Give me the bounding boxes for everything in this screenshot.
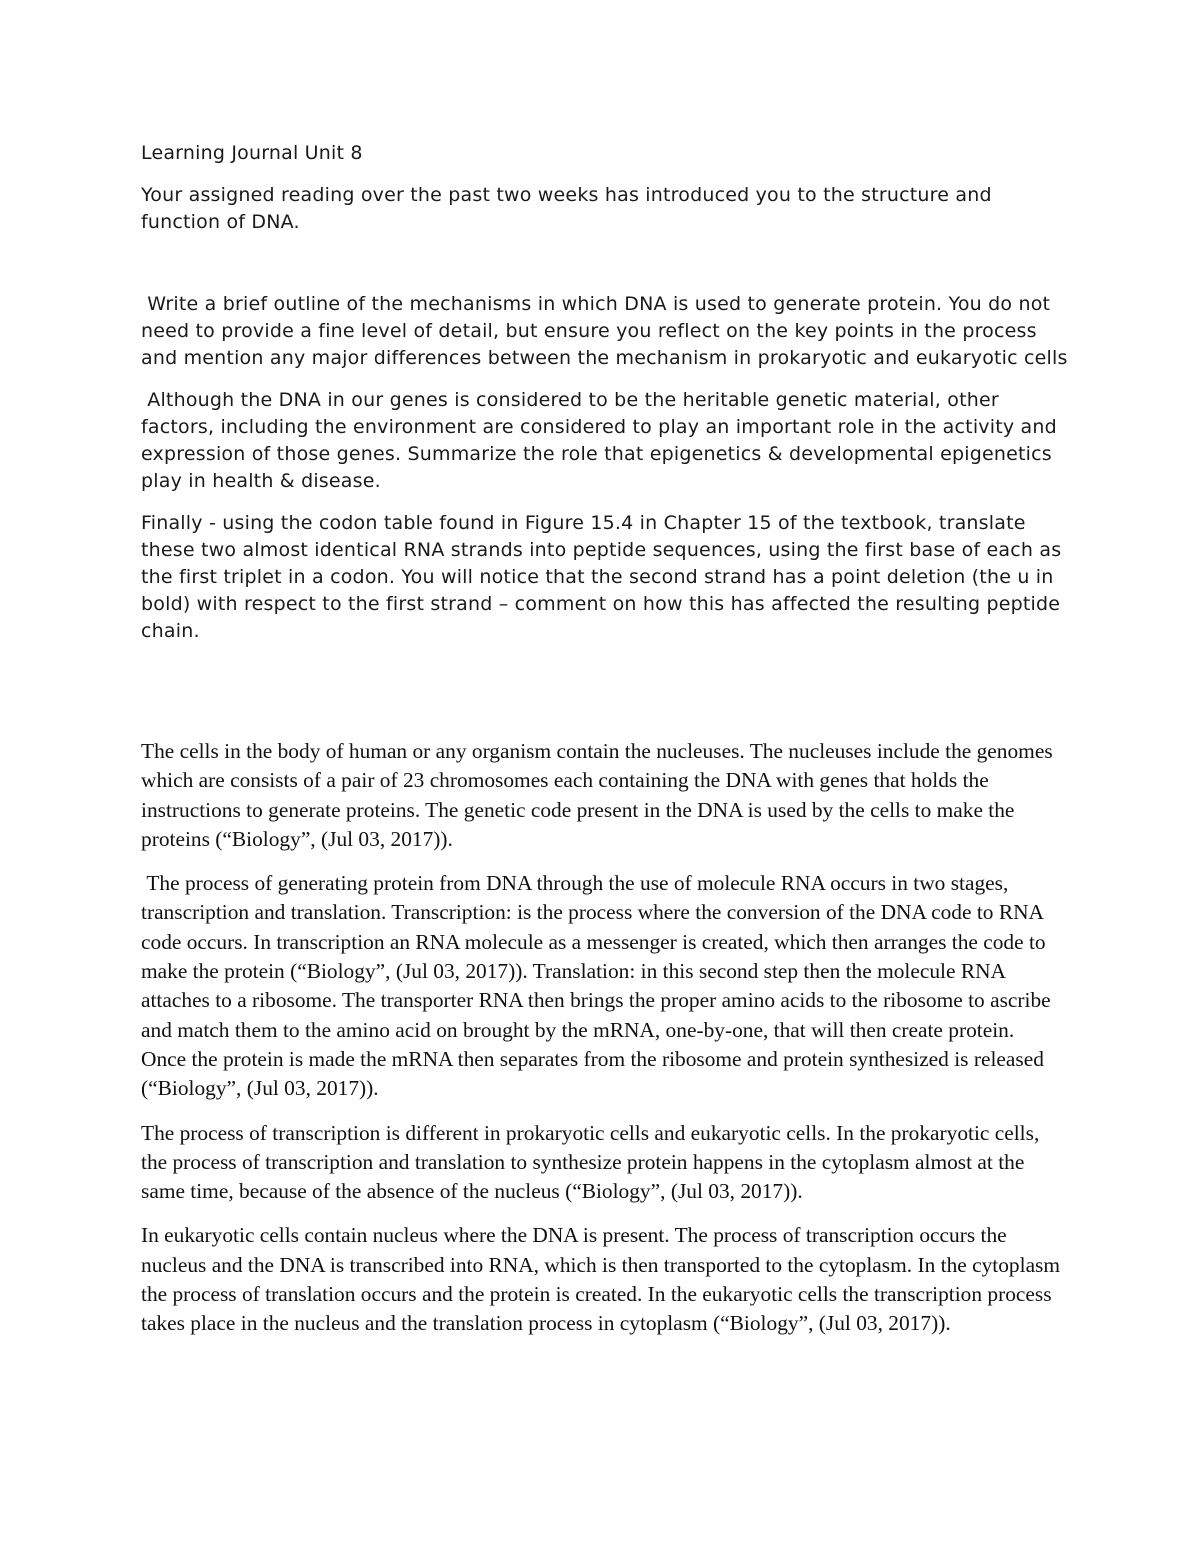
answer-paragraph: The process of transcription is different in prokaryotic cells and eukaryotic cells. In the prokaryotic cells, the process of transcription and translation to synthesize protein happens in the cytoplasm almost at the same time, because of the absence of the nucleus (“Biology”, (Jul 03, 2017)). — [141, 1120, 1040, 1204]
intro-paragraph: Your assigned reading over the past two weeks has introduced you to the structure and function of DNA. — [141, 184, 992, 233]
task-3-paragraph: Finally - using the codon table found in Figure 15.4 in Chapter 15 of the textbook, translate these two almost identical RNA strands into peptide sequences, using the first base of each as the first triplet in a codon. You will notice that the second strand has a point deletion (the u in bold) with respect to the first strand – comment on how this has affected the resulting peptide chain. — [141, 512, 1062, 642]
task-2-paragraph: Although the DNA in our genes is considered to be the heritable genetic material, other factors, including the environment are considered to play an important role in the activity and expression of those genes. Summarize the role that epigenetics & developmental epigenetics play in health & disease. — [141, 389, 1064, 492]
answer-paragraph: The process of generating protein from DNA through the use of molecule RNA occurs in two stages, transcription and translation. Transcription: is the process where the conversion of the DNA code to RNA code occurs. In transcription an RNA molecule as a messenger is created, which then arranges the code to make the protein (“Biology”, (Jul 03, 2017)). Translation: in this second step then the molecule RNA attaches to a ribosome. The transporter RNA then brings the proper amino acids to the ribosome to ascribe and match them to the amino acid on brought by the mRNA, one-by-one, that will then create protein. Once the protein is made the mRNA then separates from the ribosome and protein synthesized is released (“Biology”, (Jul 03, 2017)). — [141, 871, 1057, 1101]
answer-body — [141, 737, 1066, 1354]
document-title: Learning Journal Unit 8 — [141, 142, 363, 164]
answer-paragraph: The cells in the body of human or any organism contain the nucleuses. The nucleuses include the genomes which are consists of a pair of 23 chromosomes each containing the DNA with genes that holds the instructions to generate proteins. The genetic code present in the DNA is used by the cells to make the proteins (“Biology”, (Jul 03, 2017)). — [141, 739, 1053, 851]
assignment-prompt — [141, 140, 1071, 645]
answer-paragraph: In eukaryotic cells contain nucleus where the DNA is present. The process of transcription occurs the nucleus and the DNA is transcribed into RNA, which is then transported to the cytoplasm. In the cytoplasm the process of translation occurs and the protein is created. In the eukaryotic cells the transcription process takes place in the nucleus and the translation process in cytoplasm (“Biology”, (Jul 03, 2017)). — [141, 1223, 1061, 1336]
task-1-paragraph: Write a brief outline of the mechanisms in which DNA is used to generate protein. You do not need to provide a fine level of detail, but ensure you reflect on the key points in the process and mention any major differences between the mechanism in prokaryotic and eukaryotic cells — [141, 293, 1068, 369]
